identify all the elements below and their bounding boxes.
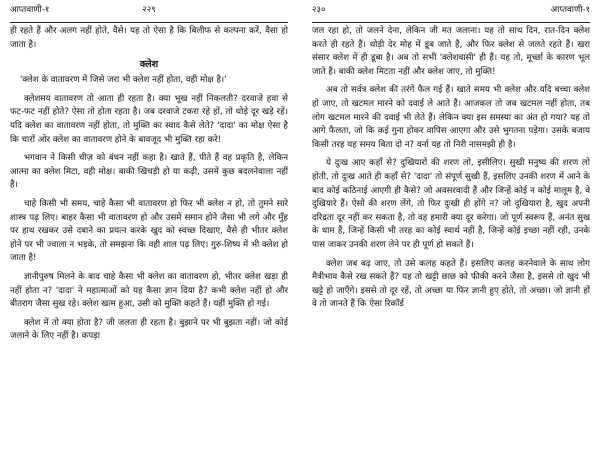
paragraph: जल रहा हो, तो जलने देना, लेकिन जी मत जलाना। यह तो साथ दिन, रात-दिन क्लेश करते ही रहते हैं। थोड़ी देर मोह में डूब जाते हैं, और फिर क्लेश से जलते रहते हैं। खरा संसार क्लेश में ही डूबा है। अब तो सभी 'क्लेशवासी' ही हैं। यह तो, मूर्च्छा के कारण भूल जाते हैं। बाकी क्लेश मिटता नहीं और क्लेश जाए, तो मुक्ति! xyxy=(312,26,590,77)
paragraph: ही रहते हैं और अलग नहीं होते, वैसे। यह तो ऐसा है कि बिलीफ से कल्पना करें, वैसा हो जाता है। xyxy=(10,26,288,50)
quote-paragraph: 'क्लेश के वातावरण में जिसे जरा भी क्लेश नहीं होता, वही मोक्ष है।' xyxy=(20,75,227,86)
paragraph: क्लेश जब बढ़ जाए, तो उसे कलह कहते हैं। इसलिए कलह करनेवाले के साथ लोग मैत्रीभाव कैसे रख सकते हैं? यह तो खट्टी छाछ को फीकी करने जैसा है, इससे तो खुद भी खट्टे हो जाएँगे। इससे तो दूर रहें, तो अच्छा या फिर ज्ञानी हुए होते, तो अच्छा। जो ज्ञानी हों वे तो जानते हैं कि ऐसा रिकॉर्ड xyxy=(312,258,590,310)
paragraph: भगवान ने किसी चीज़ को बंधन नहीं कहा है। खाते हैं, पीते हैं वह प्रकृति है, लेकिन आत्मा का क्लेश मिटा, वही मोक्ष। बाकी खिचड़ी हो या कढ़ी, उसमें कुछ बदलनेवाला नहीं है। xyxy=(10,153,288,191)
paragraph: चाहे किसी भी समय, चाहे कैसा भी वातावरण हो फिर भी क्लेश न हो, तो तुमने सारे शास्त्र पढ़ लिए। बाहर कैसा भी वातावरण हो और उसमें समान होने जैसा भी लगे और मुँह पर हाथ रखकर उसे दबाने का प्रयत्न करके खुद को स्वच्छ दिखाए, वैसे ही भीतर क्लेश होने पर भी ज्वाला न भड़के, तो समझना कि वही शाल पढ़ लिए। गुरु-शिष्य में भी क्लेश हो जाता है! xyxy=(10,198,288,264)
left-page-number: २२९ xyxy=(142,5,156,15)
left-body xyxy=(10,25,288,344)
right-body xyxy=(312,25,590,312)
right-page-number: २३० xyxy=(312,5,326,15)
left-running-header xyxy=(10,0,288,23)
left-header-title: आप्तवाणी-१ xyxy=(10,5,50,15)
left-page xyxy=(10,0,288,463)
section-heading: क्लेश xyxy=(139,59,159,71)
paragraph: क्लेशमय वातावरण तो आता ही रहता है। क्या भूख नहीं निकलती? दरवाजे हवा से फट-फट नहीं होते? ऐसा तो होता रहता है। जब दरवाजे टकरा रहे हों, तो थोड़े दूर खड़े रहें। यदि क्लेश का वातावरण नहीं होता, तो मुक्ति का स्वाद कैसे लेते? 'दादा' का मोक्ष ऐसा है कि चारों ओर क्लेश का वातावरण होने के बावजूद भी मुक्ति रहा करे! xyxy=(10,93,288,145)
right-header-title: आप्तवाणी-१ xyxy=(550,5,590,15)
paragraph: ये दुःख आए कहाँ से? दुखियारों की शरण लो, इसीलिए। सुखी मनुष्य की शरण लो होती, तो दुःख आते ही कहाँ से? 'दादा' तो संपूर्ण सुखी हैं, इसलिए उनकी शरण में आने के बाद कोई कठिनाई आएगी ही कैसे? जो अवसरवादी हैं और जिन्हें कोई न कोई मालूम है, वे दुखियारे हैं। ऐसों की शरण लेंगे, तो फिर दुःखी ही होंगे न? जो दुखियारा है, खुद अपनी दरिद्रता दूर नहीं कर सकता है, तो वह हमारी क्या दूर करेगा। जो पूर्ण स्वरूप हैं, अनंत सुख के धाम हैं, जिन्हें किसी भी तरह का कोई स्वार्थ नहीं है, जिन्हें कोई इच्छा नहीं रही, उनके पास जाकर उनकी शरण लेने पर ही पूर्ण हो सकते हैं। xyxy=(312,158,590,250)
right-running-header xyxy=(312,0,590,23)
paragraph: अब तो सर्वत्र क्लेश की तरंगें फैल गई हैं। खाते समय भी क्लेश और यदि बच्चा क्लेश हो जाए, तो खटमल मारने को दवाई ले आते हैं। आजकल तो जब खटमल नहीं होता, तब लोग खटमल मारने की दवाई भी लेते हैं। लेकिन क्या इस समस्या का अंत हो गया? यह तो आगे फैलता, जो कि कई गुना होकर वापिस आएगा और उसे भुगतना पड़ेगा। उसके बजाय किसी तरह यह समय बिता दो न? वर्ना यह तो निरी नासमझी ही है। xyxy=(312,85,590,150)
paragraph: ज्ञानीपुरुष मिलने के बाद चाहे कैसा भी क्लेश का वातावरण हो, भीतर क्लेश खड़ा ही नहीं होता न? 'दादा' ने महात्माओं को यह कैसा ज्ञान दिया है? कभी क्लेश नहीं हो और बीतराग जैसा सुख रहे। क्लेश खत्म हुआ, उसी को मुक्ति कहते हैं। यहीं मुक्ति हो गई। xyxy=(10,271,288,310)
right-page xyxy=(312,0,590,463)
paragraph: क्लेश में तो क्या होता है? जी जलता ही रहता है। बुझाने पर भी बुझता नहीं। जो कोई जलाने के लिए नहीं है। कपड़ा xyxy=(10,317,288,342)
